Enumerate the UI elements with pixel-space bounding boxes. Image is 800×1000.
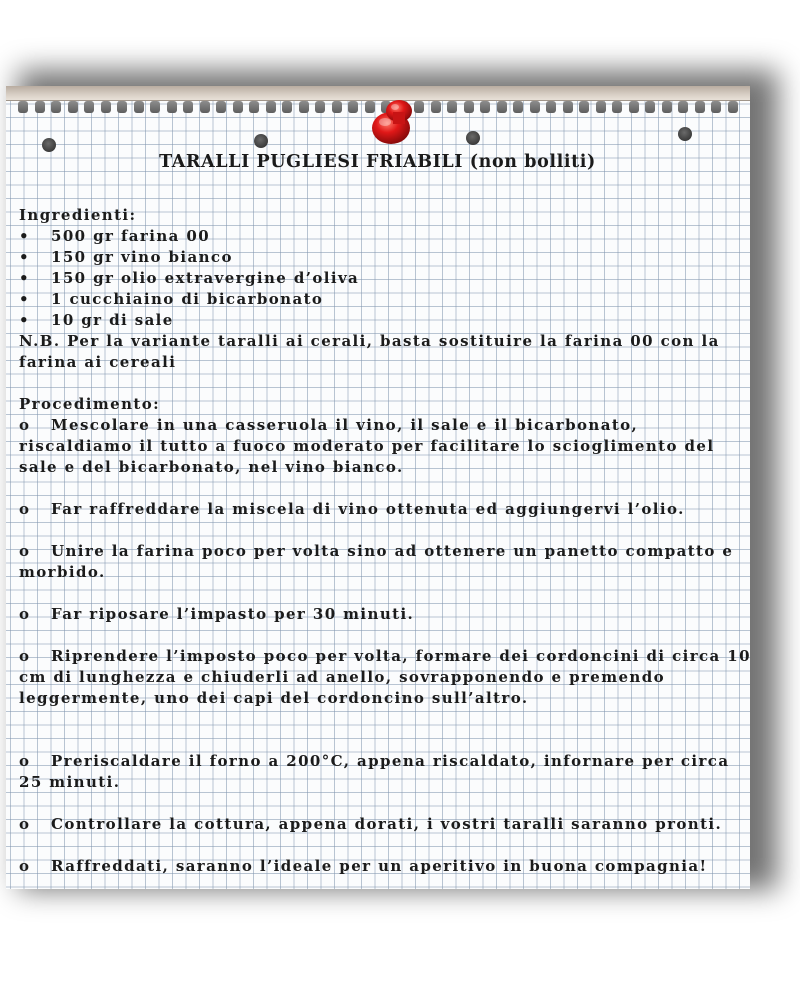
- perforation: [35, 101, 45, 113]
- step-marker: o: [19, 752, 31, 770]
- step-marker: o: [19, 605, 31, 623]
- perforation: [134, 101, 144, 113]
- ingredient-text: 500 gr farina 00: [51, 227, 211, 245]
- spacer: [19, 793, 754, 814]
- spacer: [19, 520, 754, 541]
- push-pin-icon: [369, 98, 415, 146]
- step-marker: o: [19, 857, 31, 875]
- perforation: [678, 101, 688, 113]
- perforation: [51, 101, 61, 113]
- perforation: [447, 101, 457, 113]
- perforation: [249, 101, 259, 113]
- spacer: [19, 835, 754, 856]
- step-text: Controllare la cottura, appena dorati, i vostri taralli saranno pronti.: [51, 815, 723, 833]
- procedure-step: [19, 499, 754, 520]
- binder-hole: [254, 134, 268, 148]
- perforation: [348, 101, 358, 113]
- procedure-step: [19, 541, 754, 583]
- procedure-step: [19, 415, 754, 478]
- procedure-step: [19, 604, 754, 625]
- procedure-step: [19, 856, 754, 877]
- perforation: [546, 101, 556, 113]
- ingredient-text: 10 gr di sale: [51, 311, 174, 329]
- step-text: Far riposare l’impasto per 30 minuti.: [51, 605, 415, 623]
- perforation: [101, 101, 111, 113]
- binder-hole: [466, 131, 480, 145]
- ingredient-text: 150 gr vino bianco: [51, 248, 233, 266]
- perforation: [513, 101, 523, 113]
- step-marker: o: [19, 647, 31, 665]
- perforation: [480, 101, 490, 113]
- list-item: [19, 226, 754, 247]
- perforation: [414, 101, 424, 113]
- perforation: [117, 101, 127, 113]
- perforation: [497, 101, 507, 113]
- procedure-heading: Procedimento:: [19, 395, 161, 413]
- perforation: [68, 101, 78, 113]
- spacer: [19, 583, 754, 604]
- step-text: Preriscaldare il forno a 200°C, appena riscaldato, infornare per circa 25 minuti.: [19, 752, 730, 791]
- step-text: Raffreddati, saranno l’ideale per un aperitivo in buona compagnia!: [51, 857, 708, 875]
- ingredient-text: 150 gr olio extravergine d’oliva: [51, 269, 360, 287]
- perforation: [563, 101, 573, 113]
- step-marker: o: [19, 815, 31, 833]
- procedure-step: [19, 814, 754, 835]
- ingredients-list: [19, 226, 754, 331]
- perforation: [200, 101, 210, 113]
- perforation: [695, 101, 705, 113]
- perforation: [282, 101, 292, 113]
- perforation: [266, 101, 276, 113]
- perforation: [84, 101, 94, 113]
- step-text: Unire la farina poco per volta sino ad ottenere un panetto compatto e morbido.: [19, 542, 734, 581]
- perforation: [299, 101, 309, 113]
- perforation: [711, 101, 721, 113]
- ingredients-heading: Ingredienti:: [19, 206, 137, 224]
- procedure-step: [19, 751, 754, 793]
- spacer: [19, 709, 754, 751]
- bullet-icon: •: [19, 248, 30, 266]
- perforation: [645, 101, 655, 113]
- step-text: Riprendere l’imposto poco per volta, formare dei cordoncini di circa 10 cm di lunghezza e chiuderli ad anello, sovrapponendo e premendo leggermente, uno dei capi del cordoncino sull’altro.: [19, 647, 751, 707]
- spacer: [19, 373, 754, 394]
- recipe-note: N.B. Per la variante taralli ai cerali, basta sostituire la farina 00 con la farina ai cereali: [19, 332, 720, 371]
- bullet-icon: •: [19, 227, 30, 245]
- step-text: Far raffreddare la miscela di vino ottenuta ed aggiungervi l’olio.: [51, 500, 685, 518]
- perforation: [596, 101, 606, 113]
- perforation: [233, 101, 243, 113]
- binder-hole: [678, 127, 692, 141]
- perforation: [612, 101, 622, 113]
- step-marker: o: [19, 500, 31, 518]
- bullet-icon: •: [19, 290, 30, 308]
- list-item: [19, 247, 754, 268]
- procedure-step: [19, 646, 754, 709]
- perforation: [464, 101, 474, 113]
- list-item: [19, 289, 754, 310]
- recipe-content: [19, 150, 754, 877]
- bullet-icon: •: [19, 311, 30, 329]
- perforation: [183, 101, 193, 113]
- step-marker: o: [19, 542, 31, 560]
- perforation: [662, 101, 672, 113]
- perforation: [150, 101, 160, 113]
- bullet-icon: •: [19, 269, 30, 287]
- perforation: [315, 101, 325, 113]
- perforation: [579, 101, 589, 113]
- perforation: [530, 101, 540, 113]
- list-item: [19, 310, 754, 331]
- spacer: [19, 625, 754, 646]
- step-text: Mescolare in una casseruola il vino, il sale e il bicarbonato, riscaldiamo il tutto a fuoco moderato per facilitare lo scioglimento del sale e del bicarbonato, nel vino bianco.: [19, 416, 715, 476]
- step-marker: o: [19, 416, 31, 434]
- ingredient-text: 1 cucchiaino di bicarbonato: [51, 290, 324, 308]
- recipe-title: TARALLI PUGLIESI FRIABILI (non bolliti): [159, 152, 596, 172]
- perforation: [167, 101, 177, 113]
- perforation: [728, 101, 738, 113]
- perforation: [216, 101, 226, 113]
- perforation: [332, 101, 342, 113]
- perforation: [18, 101, 28, 113]
- list-item: [19, 268, 754, 289]
- perforation: [629, 101, 639, 113]
- spacer: [19, 478, 754, 499]
- perforation: [431, 101, 441, 113]
